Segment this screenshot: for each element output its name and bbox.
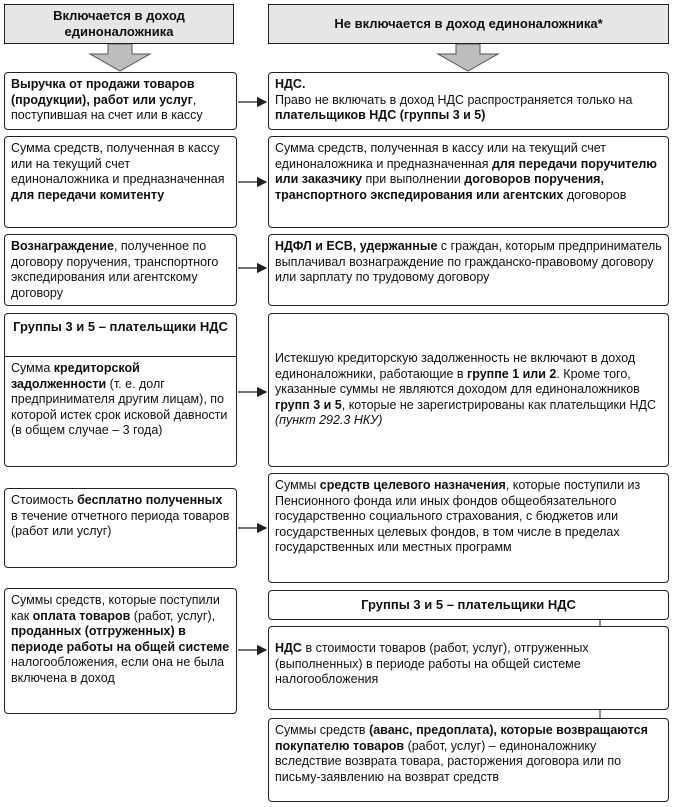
vat-goods-box: НДС в стоимости товаров (работ, услуг), отгруженных (выполненных) в периоде работы на общей системе налогообложения [268,626,669,710]
expired-debt-box: Истекшую кредиторскую задолженность не включают в доход единоналожники, работающие в группе 1 или 2. Кроме того, указанные суммы не являются доходом для единоналожников групп 3 и 5, которые не зарегистрированы как плательщики НДС (пункт 292.3 НКУ) [268,313,669,467]
right-down-arrow [436,44,500,72]
commitment-funds-box: Сумма средств, полученная в кассу или на текущий счет единоналожника и предназначенная для передачи комитенту [4,136,237,228]
pit-esv-box: НДФЛ и ЕСВ, удержанные с граждан, которым предприниматель выплачивал вознаграждение по гражданско-правовому договору или зарплату по трудовому договору [268,234,669,306]
transfer-funds-box: Сумма средств, полученная в кассу или на текущий счет единоналожника и предназначенная для передачи поручителю или заказчику при выполнении договоров поручения, транспортного экспедирования или агентских договоров [268,136,669,228]
right-column-header: Не включается в доход единоналожника* [268,4,669,44]
creditor-debt-text: Сумма кредиторской задолженности (т. е. долг предпринимателя другим лицам), по которой истек срок исковой давности (в общем случае – 3 года) [11,361,228,437]
free-goods-box: Стоимость бесплатно полученных в течение отчетного периода товаров (работ или услуг) [4,488,237,568]
left-column-header: Включается в доход единоналожника [4,4,234,44]
returned-funds-box: Суммы средств (аванс, предоплата), которые возвращаются покупателю товаров (работ, услуг) – единоналожнику вследствие возврата товара, расторжения договора или по письму-заявлению на возврат средств [268,718,669,802]
groups-3-5-right-header: Группы 3 и 5 – плательщики НДС [268,590,669,620]
groups-3-5-left-header: Группы 3 и 5 – плательщики НДС [5,314,236,357]
vat-box: НДС. Право не включать в доход НДС распространяется только на плательщиков НДС (группы 3 и 5) [268,72,669,130]
revenue-box: Выручка от продажи товаров (продукции), работ или услуг, поступившая на счет или в кассу [4,72,237,130]
paid-goods-box: Суммы средств, которые поступили как оплата товаров (работ, услуг), проданных (отгруженных) в периоде работы на общей системе налогообложения, если она не была включена в доход [4,588,237,714]
reward-box: Вознаграждение, полученное по договору поручения, транспортного экспедирования или агентскому договору [4,234,237,306]
left-down-arrow [88,44,152,72]
targeted-funds-box: Суммы средств целевого назначения, которые поступили из Пенсионного фонда или иных фондов общеобязательного государственно социального страхования, с бюджетов или государственных целевых фондов, в том числе в пределах государственных или местных программ [268,473,669,583]
groups-3-5-left-box [4,313,237,467]
